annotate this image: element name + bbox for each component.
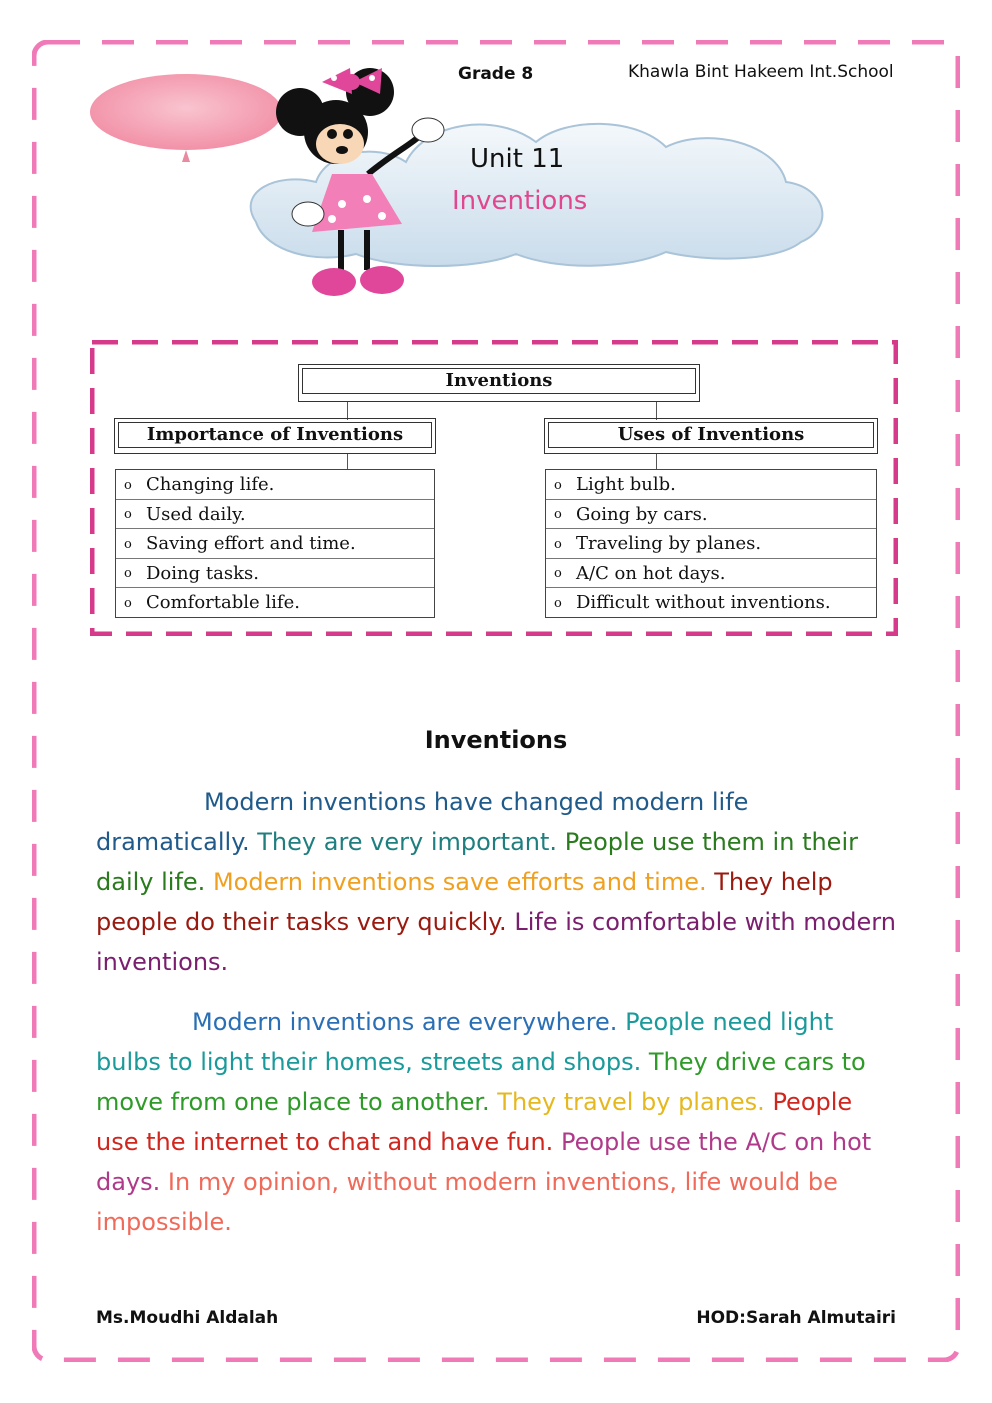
list-item-text: Changing life. [146, 474, 275, 495]
essay-paragraph-2 [96, 1002, 896, 1242]
uses-list [545, 469, 877, 618]
bullet-icon: o [124, 566, 132, 582]
bullet-icon: o [124, 507, 132, 523]
list-item [546, 529, 876, 559]
sentence: They travel by planes. [497, 1088, 765, 1116]
essay-paragraph-1 [96, 782, 896, 982]
sentence: They drive cars to move from one place to another. [96, 1048, 866, 1116]
sentence: In my opinion, without modern inventions, life would be impossible. [96, 1168, 838, 1236]
teacher-name: Ms.Moudhi Aldalah [96, 1308, 279, 1328]
list-item-text: A/C on hot days. [576, 562, 726, 584]
list-item-text: Light bulb. [576, 474, 676, 495]
school-name: Khawla Bint Hakeem Int.School [628, 62, 894, 82]
sentence: People use them in their daily life. [96, 828, 858, 896]
list-item [116, 588, 434, 618]
essay-title: Inventions [424, 726, 568, 754]
connector-right-list [656, 454, 657, 470]
list-item-text: Difficult without inventions. [576, 592, 831, 614]
list-item [116, 529, 434, 559]
sentence: Life is comfortable with modern inventions. [96, 908, 896, 976]
list-item-text: Doing tasks. [146, 562, 259, 584]
sentence: Modern inventions are everywhere. [192, 1008, 618, 1036]
sentence: Modern inventions have changed modern life dramatically. [96, 788, 749, 856]
importance-list [115, 469, 435, 618]
diagram-root-title: Inventions [302, 368, 696, 394]
list-item-text: Traveling by planes. [576, 533, 762, 555]
list-item [116, 500, 434, 530]
sentence: People use the A/C on hot days. [96, 1128, 872, 1196]
grade-label: Grade 8 [458, 64, 534, 84]
uses-box [544, 418, 878, 454]
bullet-icon: o [124, 536, 132, 552]
sentence: They help people do their tasks very quickly. [96, 868, 833, 936]
sentence: Modern inventions save efforts and time. [212, 868, 707, 896]
bullet-icon: o [124, 595, 132, 611]
list-item [546, 500, 876, 530]
unit-topic: Inventions [452, 186, 588, 216]
sentence: People need light bulbs to light their homes, streets and shops. [96, 1008, 834, 1076]
bullet-icon: o [554, 477, 562, 493]
list-item-text: Saving effort and time. [146, 533, 356, 555]
list-item-text: Comfortable life. [146, 592, 300, 614]
uses-title: Uses of Inventions [548, 422, 874, 448]
bullet-icon: o [124, 477, 132, 493]
hod-name: HOD:Sarah Almutairi [696, 1308, 896, 1328]
bullet-icon: o [554, 536, 562, 552]
list-item-text: Going by cars. [576, 503, 708, 525]
sentence: They are very important. [257, 828, 558, 856]
unit-title: Unit 11 [470, 144, 565, 174]
list-item-text: Used daily. [146, 503, 246, 525]
list-item [546, 470, 876, 500]
list-item [116, 559, 434, 589]
cartoon-mouse-illustration [272, 64, 452, 314]
list-item [546, 588, 876, 618]
list-item [116, 470, 434, 500]
sentence: People use the internet to chat and have fun. [96, 1088, 853, 1156]
bullet-icon: o [554, 595, 562, 611]
bullet-icon: o [554, 507, 562, 523]
diagram-root-box [298, 364, 700, 402]
list-item [546, 559, 876, 589]
connector-left-list [347, 454, 348, 470]
importance-title: Importance of Inventions [118, 422, 432, 448]
bullet-icon: o [554, 566, 562, 582]
importance-box [114, 418, 436, 454]
